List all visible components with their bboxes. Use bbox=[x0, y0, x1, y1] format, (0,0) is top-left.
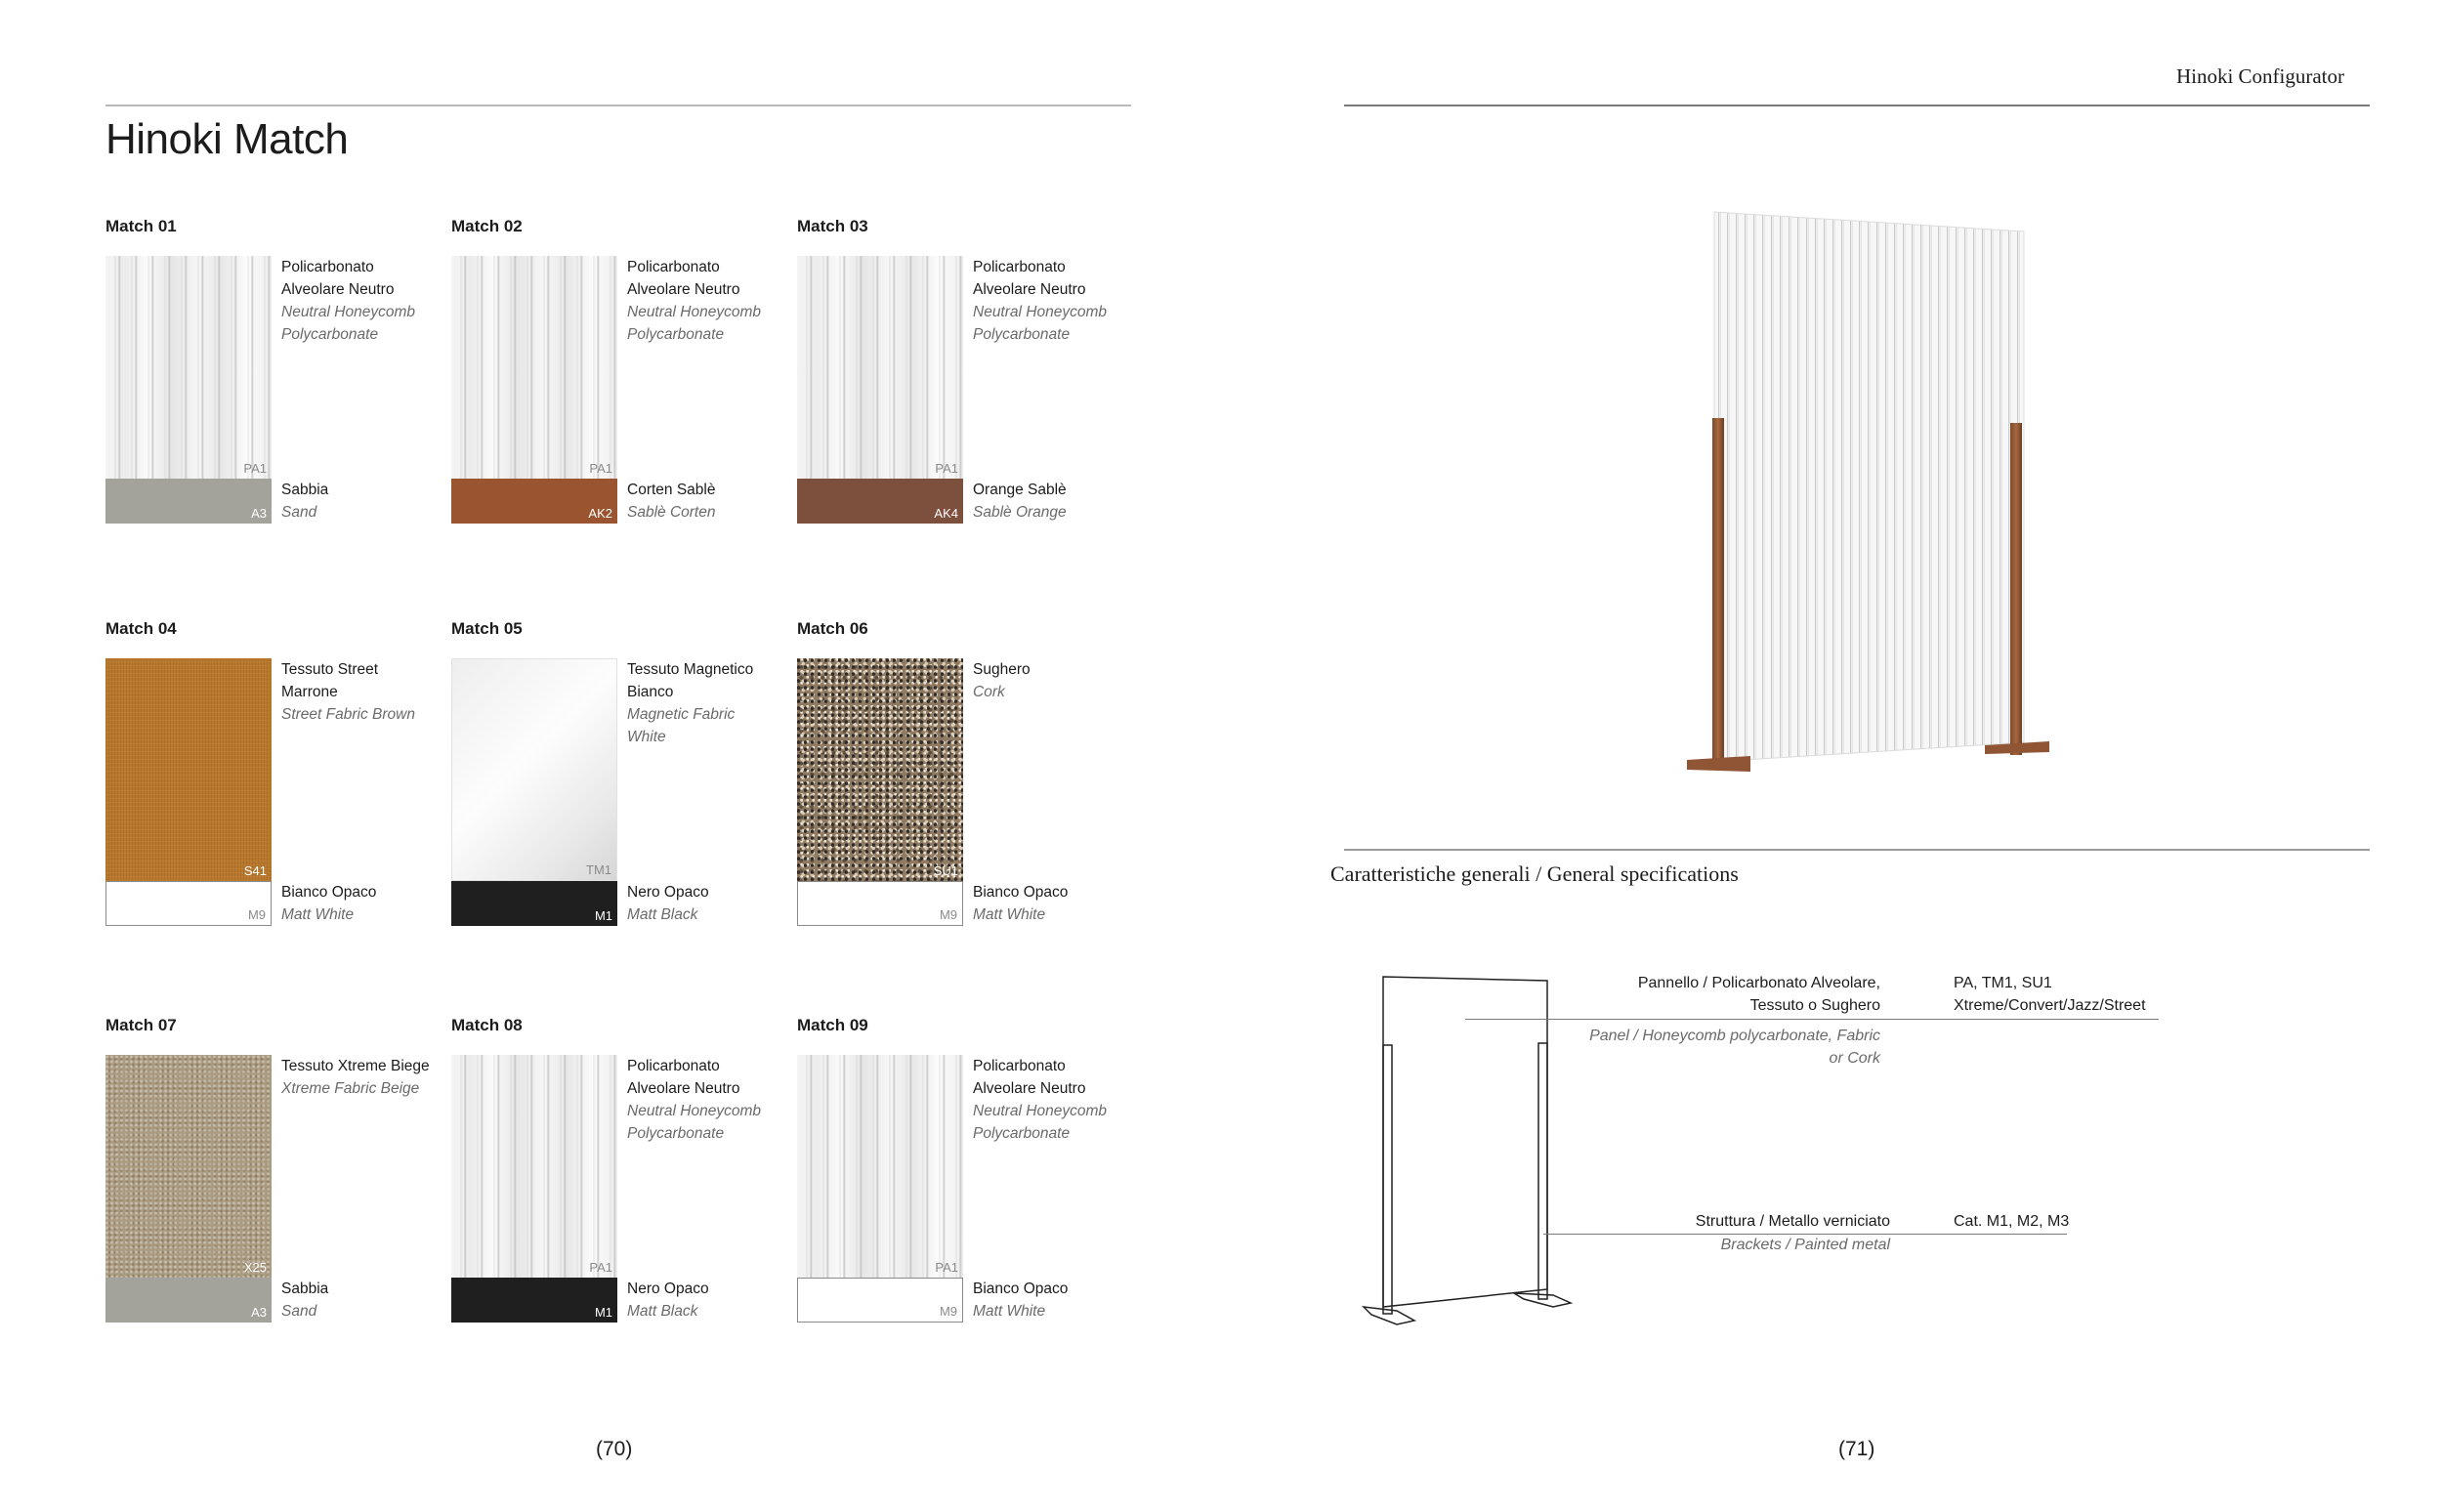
finish-swatch-main bbox=[797, 256, 963, 479]
swatch-code: M9 bbox=[939, 907, 957, 922]
spec-row-structure-it: Struttura / Metallo verniciato bbox=[1695, 1213, 1890, 1230]
match-card bbox=[797, 217, 1119, 568]
finish-swatch-main bbox=[105, 1055, 272, 1278]
swatch-code: A3 bbox=[251, 506, 267, 521]
swatch-code: AK2 bbox=[588, 506, 612, 521]
finish-swatch-structure bbox=[105, 881, 272, 926]
finish-description-main: Policarbonato Alveolare Neutro Neutral Honeycomb Polycarbonate bbox=[973, 1058, 1107, 1142]
finish-description-structure: Sabbia Sand bbox=[281, 482, 329, 521]
match-label: Match 07 bbox=[105, 1016, 177, 1034]
swatch-code: M1 bbox=[594, 1305, 612, 1320]
match-label: Match 08 bbox=[451, 1016, 523, 1034]
finish-description-main: Tessuto Street Marrone Street Fabric Brown bbox=[281, 661, 415, 723]
finish-swatch-structure bbox=[105, 479, 272, 524]
left-foot bbox=[1687, 756, 1750, 772]
match-label: Match 09 bbox=[797, 1016, 868, 1034]
swatch-code: M1 bbox=[594, 908, 612, 923]
page-title: Hinoki Match bbox=[105, 115, 349, 163]
swatch-code: S41 bbox=[243, 863, 267, 878]
right-bracket bbox=[2010, 423, 2022, 755]
swatch-code: PA1 bbox=[243, 461, 267, 476]
finish-swatch-structure bbox=[797, 881, 963, 926]
match-card bbox=[797, 619, 1119, 971]
match-label: Match 04 bbox=[105, 619, 177, 638]
match-label: Match 05 bbox=[451, 619, 523, 638]
match-label: Match 02 bbox=[451, 217, 523, 235]
finish-swatch-main bbox=[797, 658, 963, 881]
finish-description-main: Policarbonato Alveolare Neutro Neutral Honeycomb Polycarbonate bbox=[627, 1058, 761, 1142]
finish-swatch-main bbox=[105, 658, 272, 881]
finish-description-structure: Bianco Opaco Matt White bbox=[281, 884, 377, 923]
finish-description-main: Tessuto Magnetico Bianco Magnetic Fabric White bbox=[627, 661, 754, 745]
finish-swatch-main bbox=[451, 256, 617, 479]
spec-panel-leader bbox=[1465, 1019, 2159, 1020]
finish-swatch-structure bbox=[797, 479, 963, 524]
finish-swatch-structure bbox=[451, 1278, 617, 1323]
spec-panel-value2: Xtreme/Convert/Jazz/Street bbox=[1954, 997, 2146, 1014]
specs-title: Caratteristiche generali / General specifications bbox=[1330, 861, 1739, 886]
left-bracket bbox=[1712, 418, 1724, 770]
match-card bbox=[105, 1016, 428, 1367]
finish-swatch-main bbox=[451, 1055, 617, 1278]
finish-description-structure: Nero Opaco Matt Black bbox=[627, 1281, 709, 1320]
swatch-code: TM1 bbox=[586, 862, 611, 877]
match-card bbox=[105, 619, 428, 971]
swatch-code: M9 bbox=[939, 1304, 957, 1319]
spec-rule bbox=[1344, 849, 2370, 851]
swatch-code: M9 bbox=[247, 907, 266, 922]
spec-row-panel-en: Panel / Honeycomb polycarbonate, Fabric or Cork bbox=[1589, 1028, 1880, 1067]
match-label: Match 03 bbox=[797, 217, 868, 235]
hinoki-screen-render bbox=[1661, 195, 2090, 791]
spec-panel-value1: PA, TM1, SU1 bbox=[1954, 975, 2052, 991]
finish-description-structure: Corten Sablè Sablè Corten bbox=[627, 482, 716, 521]
finish-description-main: Policarbonato Alveolare Neutro Neutral Honeycomb Polycarbonate bbox=[281, 259, 415, 343]
swatch-code: X25 bbox=[243, 1260, 267, 1275]
match-card bbox=[451, 1016, 774, 1367]
finish-swatch-main bbox=[451, 658, 617, 881]
finish-swatch-structure bbox=[105, 1278, 272, 1323]
swatch-code: PA1 bbox=[935, 1260, 958, 1275]
finish-description-structure: Bianco Opaco Matt White bbox=[973, 1281, 1069, 1320]
swatch-code: AK4 bbox=[934, 506, 958, 521]
match-card bbox=[797, 1016, 1119, 1367]
finish-description-structure: Bianco Opaco Matt White bbox=[973, 884, 1069, 923]
page-number-left: (70) bbox=[596, 1438, 633, 1460]
finish-description-structure: Sabbia Sand bbox=[281, 1281, 329, 1320]
spec-row-panel-it: Pannello / Policarbonato Alveolare, Tessuto o Sughero bbox=[1637, 975, 1880, 1014]
match-card bbox=[105, 217, 428, 568]
swatch-code: PA1 bbox=[589, 1260, 612, 1275]
finish-description-structure: Orange Sablè Sablè Orange bbox=[973, 482, 1067, 521]
finish-description-structure: Nero Opaco Matt Black bbox=[627, 884, 709, 923]
swatch-code: SU1 bbox=[933, 863, 958, 878]
swatch-code: A3 bbox=[251, 1305, 267, 1320]
finish-description-main: Tessuto Xtreme Biege Xtreme Fabric Beige bbox=[281, 1058, 430, 1097]
left-top-rule bbox=[105, 105, 1131, 106]
finish-swatch-main bbox=[105, 256, 272, 479]
catalog-header: Hinoki Configurator bbox=[2175, 64, 2344, 88]
finish-swatch-structure bbox=[451, 881, 617, 926]
match-card bbox=[451, 217, 774, 568]
spec-structure-value: Cat. M1, M2, M3 bbox=[1954, 1213, 2070, 1230]
finish-description-main: Policarbonato Alveolare Neutro Neutral Honeycomb Polycarbonate bbox=[973, 259, 1107, 343]
right-top-rule bbox=[1344, 105, 2370, 106]
finish-swatch-structure bbox=[797, 1278, 963, 1323]
swatch-code: PA1 bbox=[589, 461, 612, 476]
finish-description-main: Policarbonato Alveolare Neutro Neutral Honeycomb Polycarbonate bbox=[627, 259, 761, 343]
finish-swatch-main bbox=[797, 1055, 963, 1278]
panel-polycarbonate bbox=[1714, 212, 2024, 762]
page-number-right: (71) bbox=[1838, 1438, 1875, 1460]
spec-row-structure-en: Brackets / Painted metal bbox=[1720, 1237, 1890, 1253]
hinoki-line-drawing bbox=[1358, 967, 1592, 1338]
swatch-code: PA1 bbox=[935, 461, 958, 476]
finish-swatch-structure bbox=[451, 479, 617, 524]
match-label: Match 01 bbox=[105, 217, 177, 235]
finish-description-main: Sughero Cork bbox=[973, 661, 1031, 700]
match-label: Match 06 bbox=[797, 619, 868, 638]
match-card bbox=[451, 619, 774, 971]
